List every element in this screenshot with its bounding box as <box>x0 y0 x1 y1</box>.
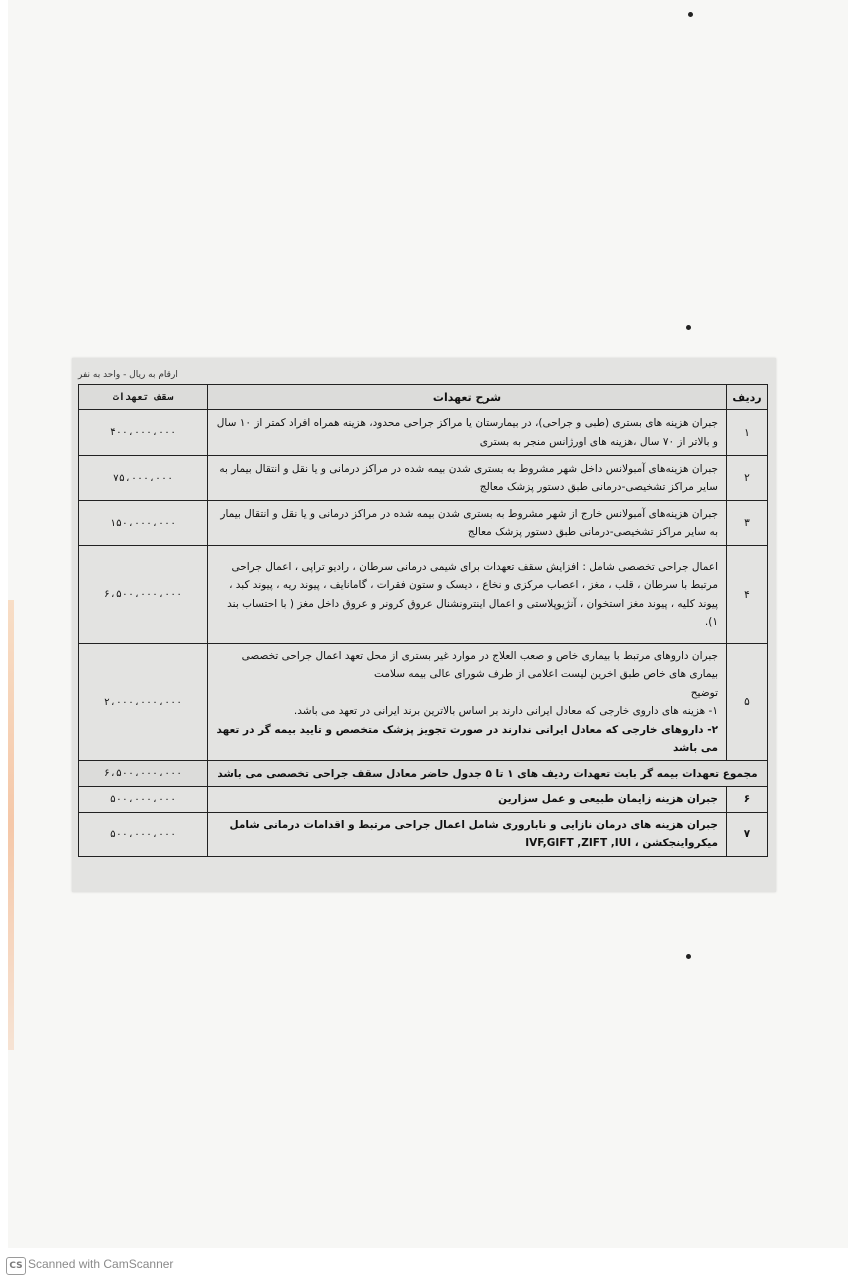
row-number: ۶ <box>727 787 768 812</box>
row-cap: ۴۰۰،۰۰۰،۰۰۰ <box>79 410 208 456</box>
row-cap: ۵۰۰،۰۰۰،۰۰۰ <box>79 812 208 856</box>
row-description-latin: IVF,GIFT ,ZIFT ,IUI <box>525 837 632 850</box>
table-row <box>79 501 768 546</box>
row-number: ۳ <box>727 501 768 546</box>
speck <box>688 12 693 17</box>
row-number: ۷ <box>727 812 768 856</box>
table-row <box>79 644 768 761</box>
table-row <box>79 812 768 856</box>
row-description-with-notes <box>208 644 727 761</box>
header-cap: سقف تعهدات <box>79 385 208 410</box>
camscanner-logo-icon: CS <box>6 1257 26 1275</box>
table-row <box>79 546 768 644</box>
total-cap: ۶،۵۰۰،۰۰۰،۰۰۰ <box>79 761 208 787</box>
table-row <box>79 410 768 456</box>
row-cap: ۱۵۰،۰۰۰،۰۰۰ <box>79 501 208 546</box>
row-description: جبران هزینه های درمان نازایی و ناباروری شامل اعمال جراحی مرتبط و اقدامات درمانی شامل میکرواینجکشن ، <box>229 818 718 850</box>
commitments-table <box>78 384 768 857</box>
speck <box>686 954 691 959</box>
header-row-no: ردیف <box>727 385 768 410</box>
table-header-row <box>79 385 768 410</box>
row-cap: ۷۵،۰۰۰،۰۰۰ <box>79 456 208 501</box>
row-description: اعمال جراحی تخصصی شامل : افزایش سقف تعهدات برای شیمی درمانی سرطان ، رادیو تراپی ، اعمال جراحی مرتبط با سرطان ، قلب ، مغز ، اعصاب مرکزی و نخاع ، دیسک و ستون فقرات ، گامانایف ، پیوند ریه ، پیوند کبد ، پیوند کلیه ، پیوند مغز استخوان ، آنژیوپلاستی و اعمال اینترونشنال عروق کرونر و عروق داخل مغز ( با احتساب بند ۱). <box>208 546 727 644</box>
note-item: ۱- هزینه های داروی خارجی که معادل ایرانی دارند بر اساس بالاترین برند ایرانی در تعهد می باشد. <box>293 705 718 718</box>
header-description: شرح تعهدات <box>208 385 727 410</box>
row-number: ۱ <box>727 410 768 456</box>
row-description: جبران داروهای مرتبط با بیماری خاص و صعب العلاج در موارد غیر بستری از محل تعهد اعمال جراحی تخصصی بیماری های خاص طبق اخرین لیست اعلامی از طرف شورای عالی بیمه سلامت <box>241 650 718 681</box>
table-row <box>79 456 768 501</box>
note-item: ۲- داروهای خارجی که معادل ایرانی ندارند در صورت تجویز پزشک متخصص و تایید بیمه گر در تعهد می باشد <box>216 723 718 754</box>
page-edge-strip <box>8 600 14 1050</box>
row-number: ۵ <box>727 644 768 761</box>
note-title: توضیح <box>690 686 718 699</box>
speck <box>686 325 691 330</box>
row-cap: ۲،۰۰۰،۰۰۰،۰۰۰ <box>79 644 208 761</box>
total-row <box>79 761 768 787</box>
row-description-multi <box>208 812 727 856</box>
row-description: جبران هزینه زایمان طبیعی و عمل سزارین <box>208 787 727 812</box>
row-description: جبران هزینه‌های آمبولانس داخل شهر مشروط به بستری شدن بیمه شده در مراکز درمانی و یا نقل و انتقال بیمار به سایر مراکز تشخیصی-درمانی طبق دستور پزشک معالج <box>208 456 727 501</box>
total-description: مجموع تعهدات بیمه گر بابت تعهدات ردیف های ۱ تا ۵ جدول حاضر معادل سقف جراحی تخصصی می باشد <box>208 761 768 787</box>
row-cap: ۵۰۰،۰۰۰،۰۰۰ <box>79 787 208 812</box>
table-row <box>79 787 768 812</box>
row-description: جبران هزینه‌های آمبولانس خارج از شهر مشروط به بستری شدن بیمه شده در مراکز درمانی و یا نقل و انتقال بیمار به سایر مراکز تشخیصی-درمانی طبق دستور پزشک معالج <box>208 501 727 546</box>
unit-note: ارقام به ریال - واحد به نفر <box>78 370 178 380</box>
row-cap: ۶،۵۰۰،۰۰۰،۰۰۰ <box>79 546 208 644</box>
row-number: ۲ <box>727 456 768 501</box>
row-description: جبران هزینه های بستری (طبی و جراحی)، در بیمارستان یا مراکز جراحی محدود، هزینه همراه افراد کمتر از ۱۰ سال و بالاتر از ۷۰ سال ،هزینه های اورژانس منجر به بستری <box>208 410 727 456</box>
row-number: ۴ <box>727 546 768 644</box>
camscanner-watermark: Scanned with CamScanner <box>28 1257 174 1271</box>
